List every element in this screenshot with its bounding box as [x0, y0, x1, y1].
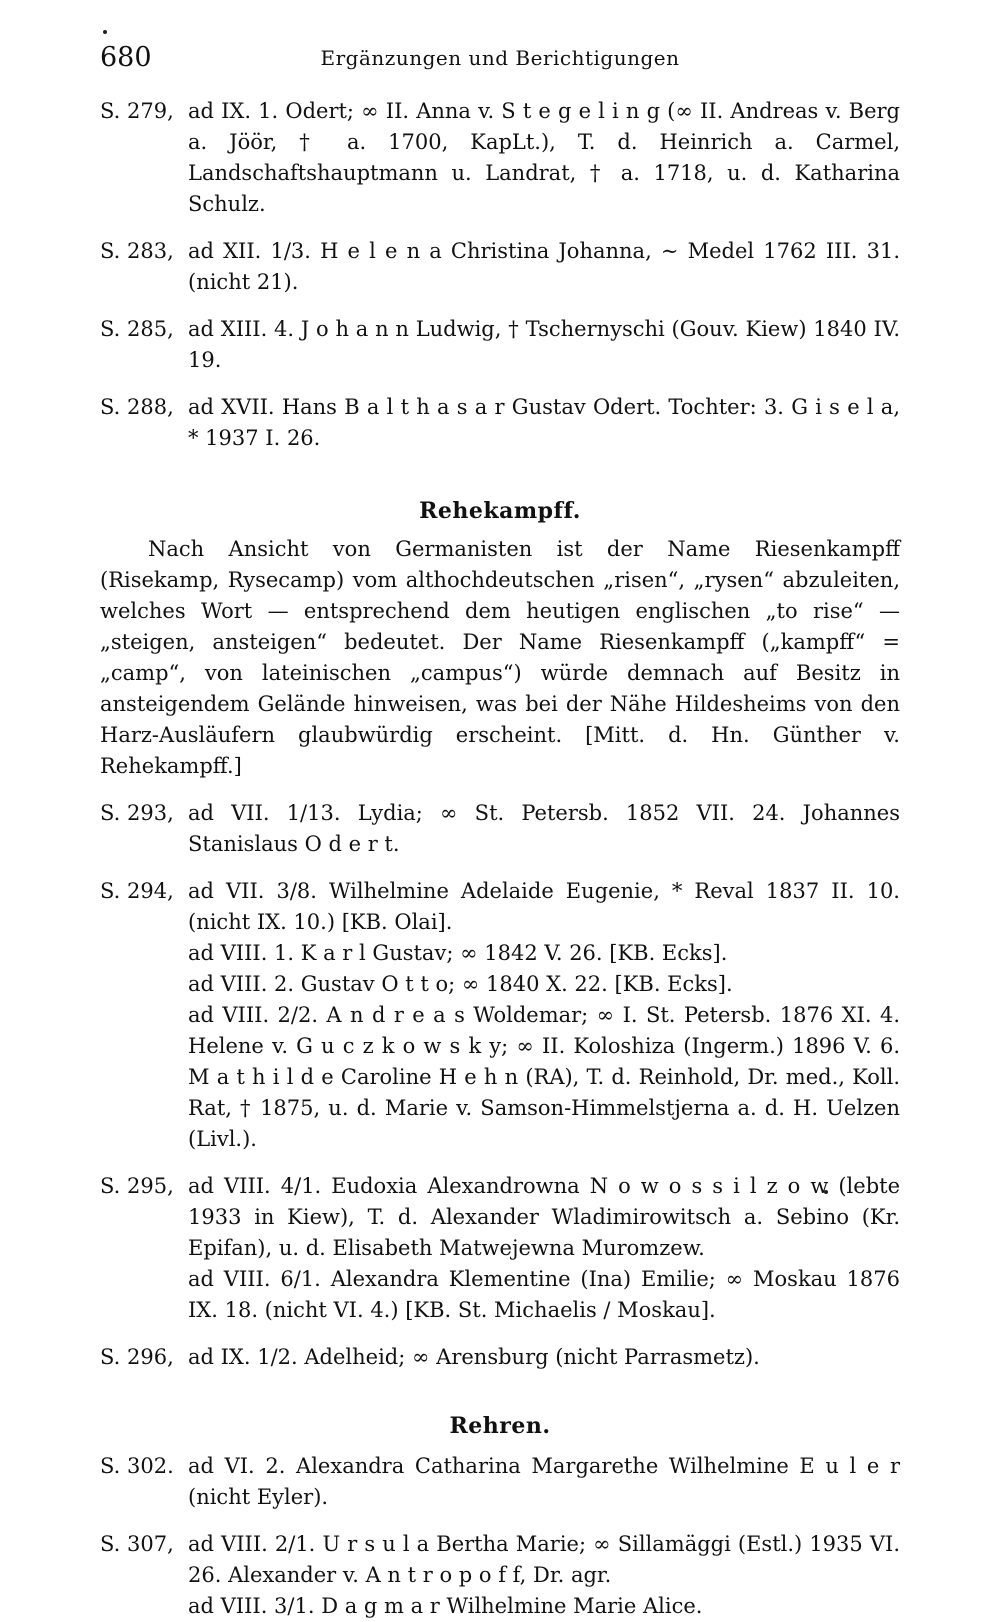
entry-text: ad XIII. 4. J o h a n n Ludwig, † Tschernyschi (Gouv. Kiew) 1840 IV. 19.	[188, 317, 900, 372]
entry-text: ad VII. 3/8. Wilhelmine Adelaide Eugenie, * Reval 1837 II. 10. (nicht IX. 10.) [KB. Olai].	[188, 879, 900, 934]
entry-text: ad XII. 1/3. H e l e n a Christina Johanna, ∼ Medel 1762 III. 31. (nicht 21).	[188, 239, 900, 294]
entry-text: ad VII. 1/13. Lydia; ∞ St. Petersb. 1852 VII. 24. Johannes Stanislaus O d e r t.	[188, 801, 900, 856]
entry	[100, 1171, 900, 1264]
entry	[100, 876, 900, 938]
print-speck	[103, 30, 107, 34]
section-title-rehren: Rehren.	[449, 1413, 551, 1439]
sub-entry: ad VIII. 1. K a r l Gustav; ∞ 1842 V. 26. [KB. Ecks].	[188, 941, 728, 965]
running-title: Ergänzungen und Berichtigungen	[320, 46, 680, 70]
page-reference: S. 279,	[100, 99, 174, 123]
entry	[100, 392, 900, 454]
section-paragraph: Nach Ansicht von Germanisten ist der Name Riesenkampff (Risekamp, Rysecamp) vom althochdeutschen „risen“, „rysen“ abzuleiten, welches Wort — entsprechend dem heutigen englischen „to rise“ — „steigen, ansteigen“ bedeutet. Der Name Riesenkampff („kampff“ = „camp“, von lateinischen „campus“) würde demnach auf Besitz in ansteigendem Gelände hinweisen, was bei der Nähe Hildesheims von den Harz-Ausläufern glaubwürdig erscheint. [Mitt. d. Hn. Günther v. Rehekampff.]	[100, 537, 900, 778]
sub-entry: ad VIII. 2. Gustav O t t o; ∞ 1840 X. 22. [KB. Ecks].	[188, 972, 733, 996]
entry	[100, 1451, 900, 1513]
entry-text: ad VIII. 2/1. U r s u l a Bertha Marie; ∞ Sillamäggi (Estl.) 1935 VI. 26. Alexander v. A n t r o p o f f, Dr. agr.	[188, 1532, 900, 1587]
entry-text: ad XVII. Hans B a l t h a s a r Gustav Odert. Tochter: 3. G i s e l a, * 1937 I. 26.	[188, 395, 900, 450]
page-number: 680	[100, 42, 152, 73]
entry-text: ad VIII. 4/1. Eudoxia Alexandrowna N o w o s s i l z o w (lebte 1933 in Kiew), T. d. Alexander Wladimirowitsch a. Sebino (Kr. Epifan), u. d. Elisabeth Matwejewna Muromzew.	[188, 1174, 900, 1260]
entry	[100, 798, 900, 860]
page-header	[100, 42, 900, 78]
page-reference: S. 307,	[100, 1532, 174, 1556]
entry-text: ad IX. 1/2. Adelheid; ∞ Arensburg (nicht Parrasmetz).	[188, 1345, 760, 1369]
entry	[100, 236, 900, 298]
page-reference: S. 295,	[100, 1174, 174, 1198]
page-reference: S. 288,	[100, 395, 174, 419]
section-title-rehekampff: Rehekampff.	[419, 498, 581, 524]
page-reference: S. 285,	[100, 317, 174, 341]
entry	[100, 1342, 900, 1373]
page-reference: S. 296,	[100, 1345, 174, 1369]
entry	[100, 1529, 900, 1591]
page-reference: S. 294,	[100, 879, 174, 903]
entry	[100, 314, 900, 376]
page-reference: S. 293,	[100, 801, 174, 825]
sub-entry: ad VIII. 6/1. Alexandra Klementine (Ina) Emilie; ∞ Moskau 1876 IX. 18. (nicht VI. 4.) [KB. St. Michaelis / Moskau].	[188, 1267, 900, 1322]
entry-text: ad VI. 2. Alexandra Catharina Margarethe Wilhelmine E u l e r (nicht Eyler).	[188, 1454, 900, 1509]
entry-text: ad IX. 1. Odert; ∞ II. Anna v. S t e g e l i n g (∞ II. Andreas v. Berg a. Jöör, † a. 1700, KapLt.), T. d. Heinrich a. Carmel, Landschaftshauptmann u. Landrat, † a. 1718, u. d. Katharina Schulz.	[188, 99, 900, 216]
sub-entry: ad VIII. 2/2. A n d r e a s Woldemar; ∞ I. St. Petersb. 1876 XI. 4. Helene v. G u c z k o w s k y; ∞ II. Koloshiza (Ingerm.) 1896 V. 6. M a t h i l d e Caroline H e h n (RA), T. d. Reinhold, Dr. med., Koll. Rat, † 1875, u. d. Marie v. Samson-Himmelstjerna a. d. H. Uelzen (Livl.).	[188, 1003, 900, 1151]
page-reference: S. 302.	[100, 1454, 174, 1478]
page-body	[100, 96, 900, 1622]
entry	[100, 96, 900, 220]
page-reference: S. 283,	[100, 239, 174, 263]
sub-entry: ad VIII. 3/1. D a g m a r Wilhelmine Marie Alice.	[188, 1594, 703, 1618]
